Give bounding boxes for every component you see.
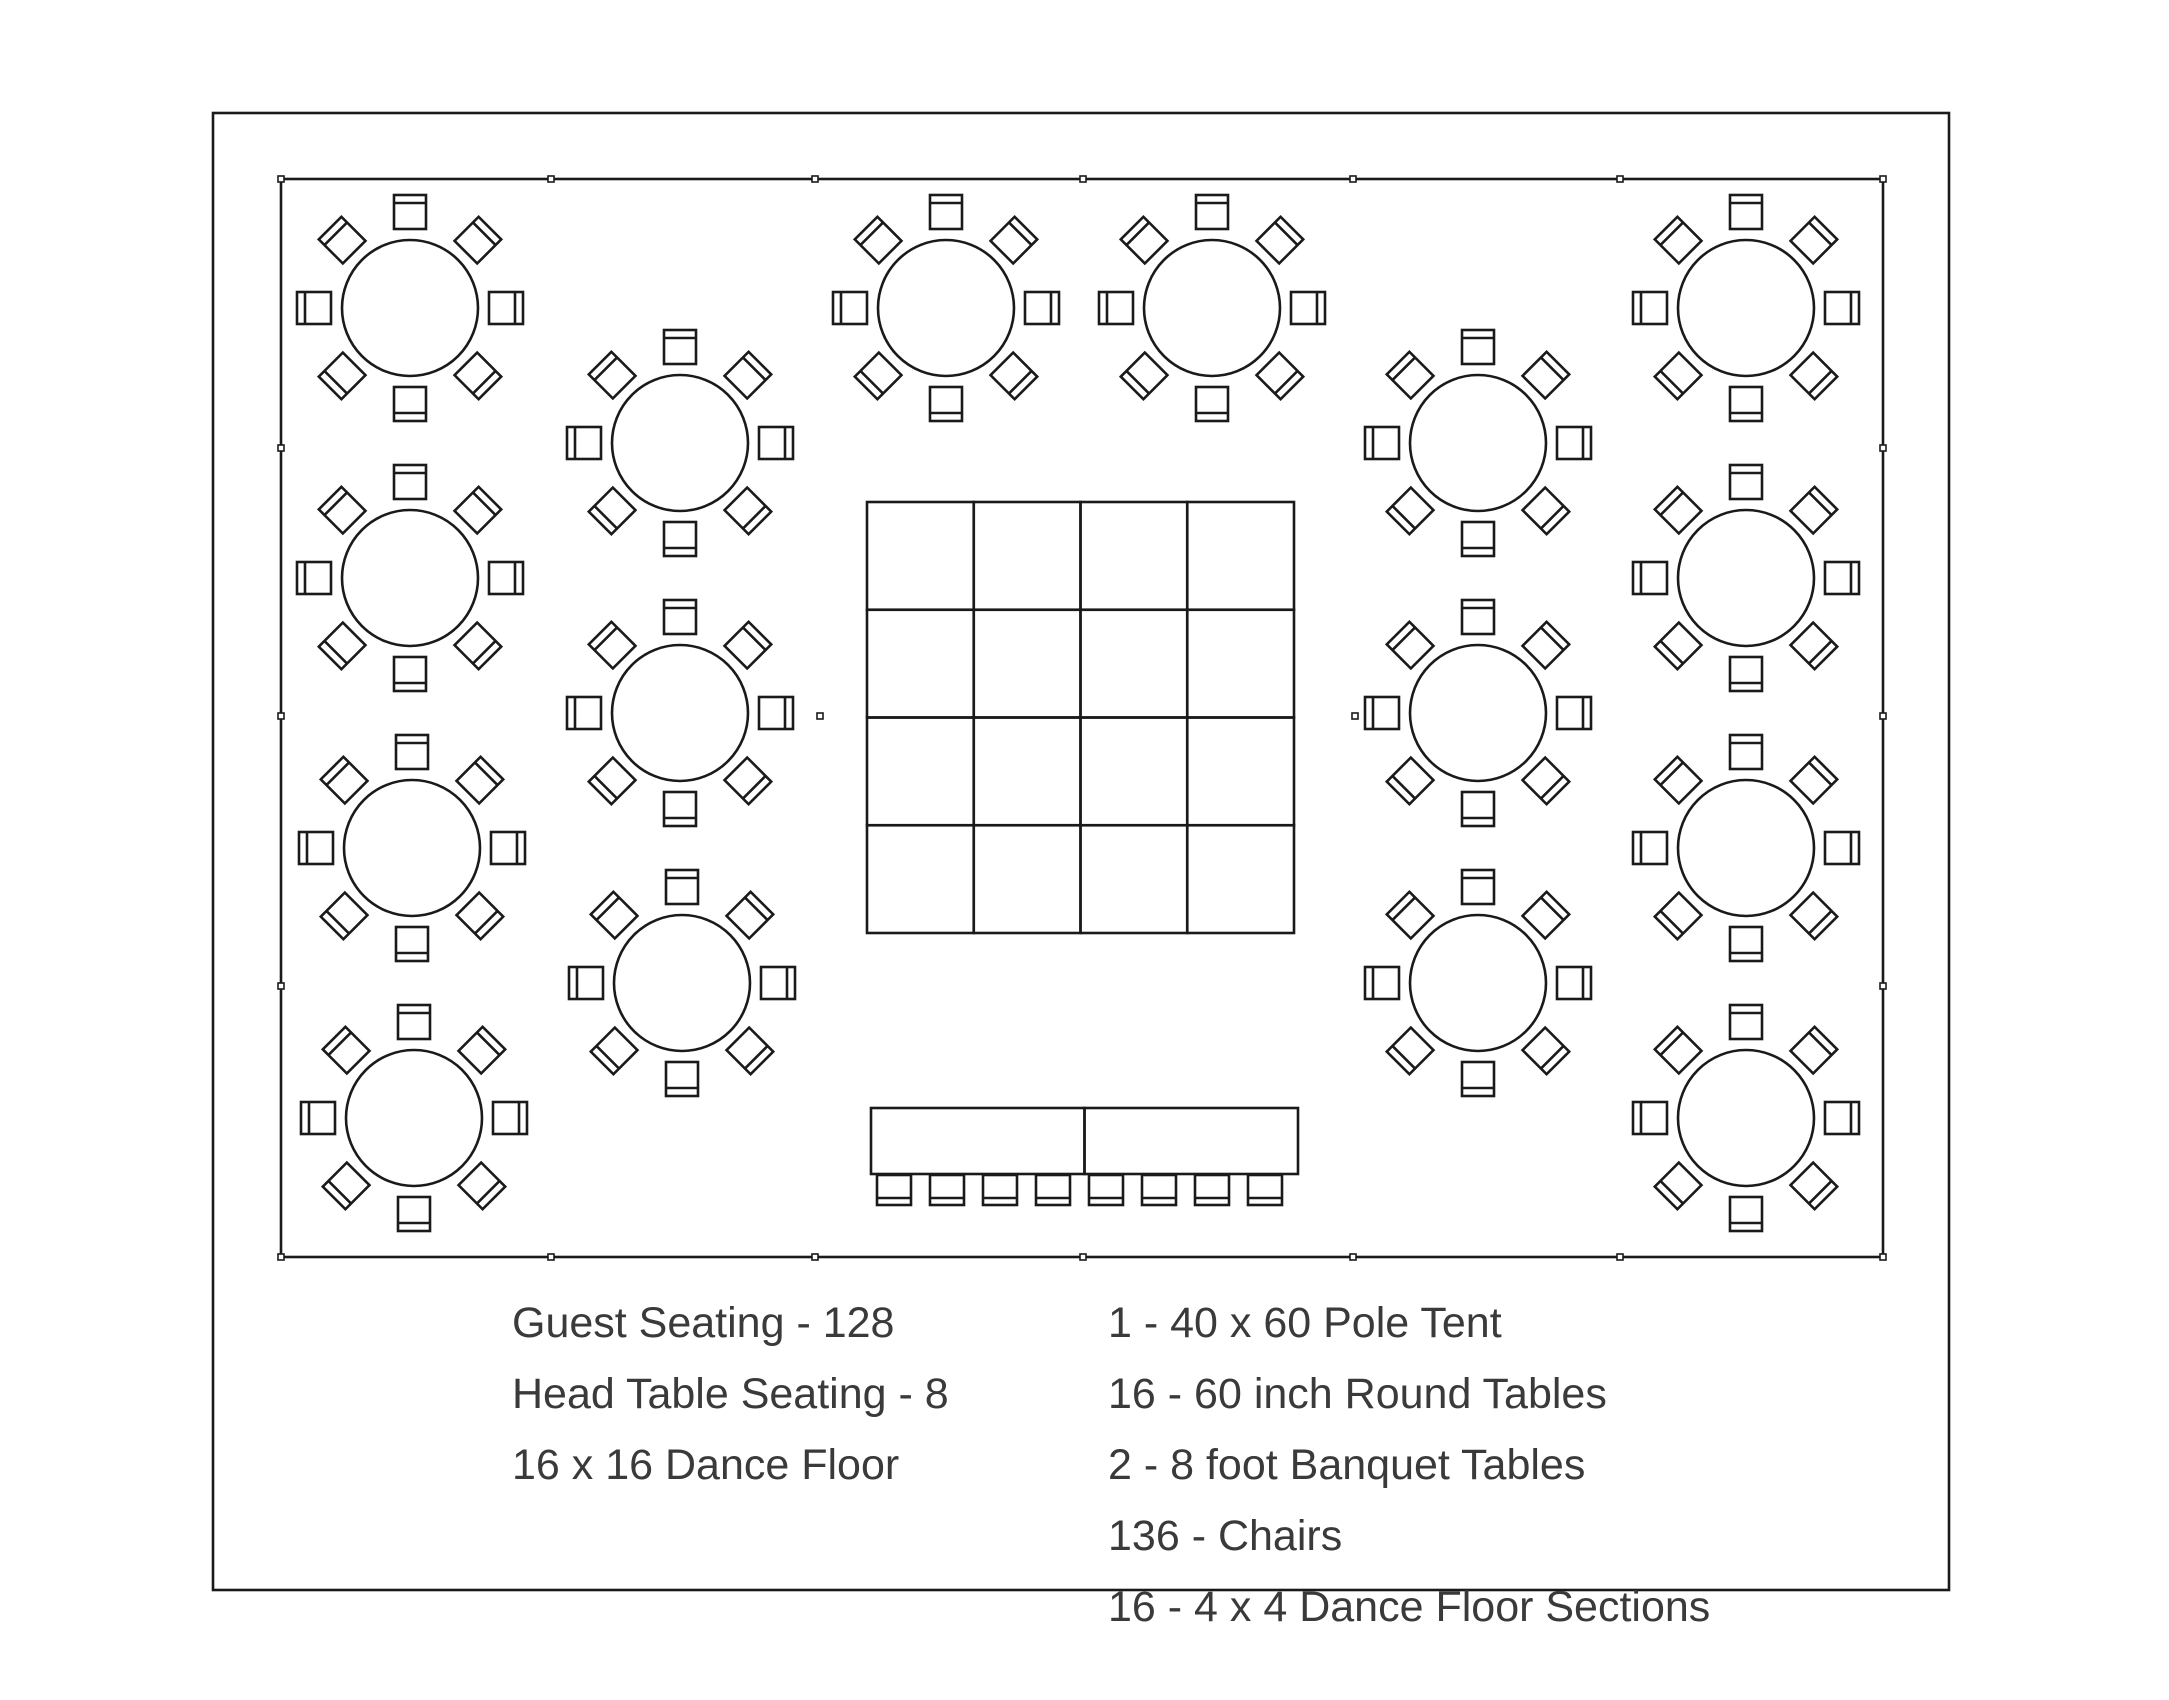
chair [1633,832,1667,864]
legend-guest-seating: Guest Seating - 128 [512,1299,895,1347]
chair [1791,1027,1838,1074]
tent-pole-marker [817,713,823,719]
chair [489,562,523,594]
chair [1791,1163,1838,1210]
tent-pole-marker [278,445,284,451]
round-table [344,780,480,916]
chair [1196,387,1228,421]
dance-floor-section [1081,825,1188,933]
chair [297,292,331,324]
tent-pole-marker [278,1254,284,1260]
tent-pole-marker [1880,713,1886,719]
chair [1523,488,1570,535]
round-table [1144,240,1280,376]
tent-pole-marker [548,1254,554,1260]
round-table [342,510,478,646]
round-table [614,915,750,1051]
chair [930,195,962,229]
dance-floor-section [1187,718,1294,826]
tent-pole-marker [1880,1254,1886,1260]
chair [1557,697,1591,729]
chair [299,832,333,864]
chair [455,353,502,400]
chair [1825,832,1859,864]
round-table [612,375,748,511]
chair [1557,427,1591,459]
tent-pole-marker [812,1254,818,1260]
dance-floor-section [1081,610,1188,718]
round-table-group [1365,600,1591,826]
dance-floor-section [1081,718,1188,826]
chair [491,832,525,864]
chair [664,522,696,556]
dance-floor-section [974,825,1081,933]
chair [833,292,867,324]
chair [589,622,636,669]
dance-floor-section [1081,502,1188,610]
legend-dance-floor-size: 16 x 16 Dance Floor [512,1441,900,1489]
chair [1365,967,1399,999]
tent-pole-marker [1350,1254,1356,1260]
chair [1633,1102,1667,1134]
round-table [1678,240,1814,376]
head-table-chair [1195,1175,1229,1205]
chair [666,1062,698,1096]
chair [323,1027,370,1074]
round-table [342,240,478,376]
tent-pole-marker [278,713,284,719]
banquet-table [871,1108,1085,1174]
head-table-chair [983,1175,1017,1205]
head-table [871,1108,1298,1205]
chair [398,1005,430,1039]
round-table-group [569,870,795,1096]
chair [1791,623,1838,670]
legend-banquet-tables: 2 - 8 foot Banquet Tables [1108,1441,1586,1489]
chair [1462,870,1494,904]
chair [1121,217,1168,264]
round-table-group [1633,195,1859,421]
dance-floor-section [867,502,974,610]
chair [1523,892,1570,939]
chair [489,292,523,324]
legend-head-table-seating: Head Table Seating - 8 [512,1370,949,1418]
chair [761,967,795,999]
chair [589,488,636,535]
chair [459,1027,506,1074]
chair [319,487,366,534]
tent-pole-marker [1617,176,1623,182]
chair [589,758,636,805]
round-table [1410,375,1546,511]
chair [991,217,1038,264]
chair [1791,893,1838,940]
chair [725,352,772,399]
chair [1257,217,1304,264]
round-table-group [1099,195,1325,421]
head-table-chair [1142,1175,1176,1205]
dance-floor [867,502,1294,933]
legend-pole-tent: 1 - 40 x 60 Pole Tent [1108,1299,1502,1347]
chair [1365,697,1399,729]
round-table-group [1633,465,1859,691]
round-table-group [1633,735,1859,961]
chair [1025,292,1059,324]
round-table-group [297,195,523,421]
chair [394,387,426,421]
chair [1730,1005,1762,1039]
chair [1462,330,1494,364]
round-table [878,240,1014,376]
chair [1791,217,1838,264]
head-table-chair [930,1175,964,1205]
chair [1387,892,1434,939]
head-table-chair [1089,1175,1123,1205]
chair [1365,427,1399,459]
round-table [346,1050,482,1186]
chair [457,757,504,804]
legend-dance-floor-sections: 16 - 4 x 4 Dance Floor Sections [1108,1583,1711,1631]
chair [455,487,502,534]
dance-floor-section [867,825,974,933]
round-table-group [1365,870,1591,1096]
chair [319,353,366,400]
chair [1655,487,1702,534]
chair [1257,353,1304,400]
chair [759,427,793,459]
dance-floor-section [974,610,1081,718]
chair [1791,757,1838,804]
chair [1730,927,1762,961]
chair [1655,353,1702,400]
chair [319,217,366,264]
dance-floor-section [1187,825,1294,933]
chair [321,757,368,804]
round-table-group [297,465,523,691]
tent-pole-marker [1617,1254,1623,1260]
chair [759,697,793,729]
chair [394,195,426,229]
round-table-group [567,600,793,826]
chair [493,1102,527,1134]
chair [319,623,366,670]
chair [855,353,902,400]
round-table-group [301,1005,527,1231]
chair [567,427,601,459]
head-table-chair [1036,1175,1070,1205]
chair [991,353,1038,400]
banquet-table [1085,1108,1299,1174]
round-table [1410,915,1546,1051]
chair [1387,488,1434,535]
dance-floor-section [867,718,974,826]
chair [1730,195,1762,229]
chair [1791,353,1838,400]
chair [1730,1197,1762,1231]
head-table-chair [1248,1175,1282,1205]
chair [1730,465,1762,499]
chair [727,892,774,939]
chair [1730,735,1762,769]
chair [1291,292,1325,324]
round-table [1678,1050,1814,1186]
dance-floor-section [867,610,974,718]
chair [1462,1062,1494,1096]
chair [855,217,902,264]
chair [664,600,696,634]
chair [1825,292,1859,324]
chair [455,623,502,670]
chair [1655,1163,1702,1210]
round-table [1678,510,1814,646]
dance-floor-section [1187,610,1294,718]
chair [455,217,502,264]
round-table-group [833,195,1059,421]
chair [589,352,636,399]
chair [567,697,601,729]
dance-floor-section [1187,502,1294,610]
tent-pole-marker [1080,176,1086,182]
chair [398,1197,430,1231]
chair [1462,792,1494,826]
tent-pole-marker [1350,176,1356,182]
chair [1791,487,1838,534]
chair [569,967,603,999]
chair [725,758,772,805]
chair [396,735,428,769]
tent-pole-marker [278,983,284,989]
round-table-group [1365,330,1591,556]
chair [1196,195,1228,229]
chair [1655,217,1702,264]
chair [1387,352,1434,399]
chair [1825,562,1859,594]
chair [1557,967,1591,999]
chair [591,1028,638,1075]
chair [930,387,962,421]
legend-round-tables: 16 - 60 inch Round Tables [1108,1370,1607,1418]
chair [666,870,698,904]
chair [725,622,772,669]
chair [1655,623,1702,670]
chair [1730,387,1762,421]
chair [1523,1028,1570,1075]
round-table-group [299,735,525,961]
tent-pole-marker [1880,445,1886,451]
tent-pole-marker [1880,176,1886,182]
chair [297,562,331,594]
chair [1730,657,1762,691]
chair [323,1163,370,1210]
chair [301,1102,335,1134]
chair [1633,292,1667,324]
tent-pole-marker [278,176,284,182]
chair [1387,1028,1434,1075]
chair [459,1163,506,1210]
chair [321,893,368,940]
dance-floor-section [974,718,1081,826]
chair [1633,562,1667,594]
chair [664,330,696,364]
legend-chairs: 136 - Chairs [1108,1512,1343,1560]
tent-pole-marker [812,176,818,182]
tent-pole-marker [1352,713,1358,719]
round-table [612,645,748,781]
chair [396,927,428,961]
chair [725,488,772,535]
round-table-group [1633,1005,1859,1231]
tent-pole-marker [1880,983,1886,989]
chair [1387,622,1434,669]
chair [1121,353,1168,400]
chair [1523,622,1570,669]
tent-pole-marker [548,176,554,182]
head-table-chair [877,1175,911,1205]
chair [1523,758,1570,805]
chair [1462,600,1494,634]
chair [1655,757,1702,804]
round-table-group [567,330,793,556]
chair [1523,352,1570,399]
chair [1099,292,1133,324]
chair [1655,1027,1702,1074]
round-table [1678,780,1814,916]
chair [1655,893,1702,940]
chair [394,657,426,691]
chair [727,1028,774,1075]
dance-floor-section [974,502,1081,610]
chair [664,792,696,826]
chair [1387,758,1434,805]
tent-pole-marker [1080,1254,1086,1260]
round-table [1410,645,1546,781]
chair [1825,1102,1859,1134]
chair [1462,522,1494,556]
chair [591,892,638,939]
chair [394,465,426,499]
chair [457,893,504,940]
